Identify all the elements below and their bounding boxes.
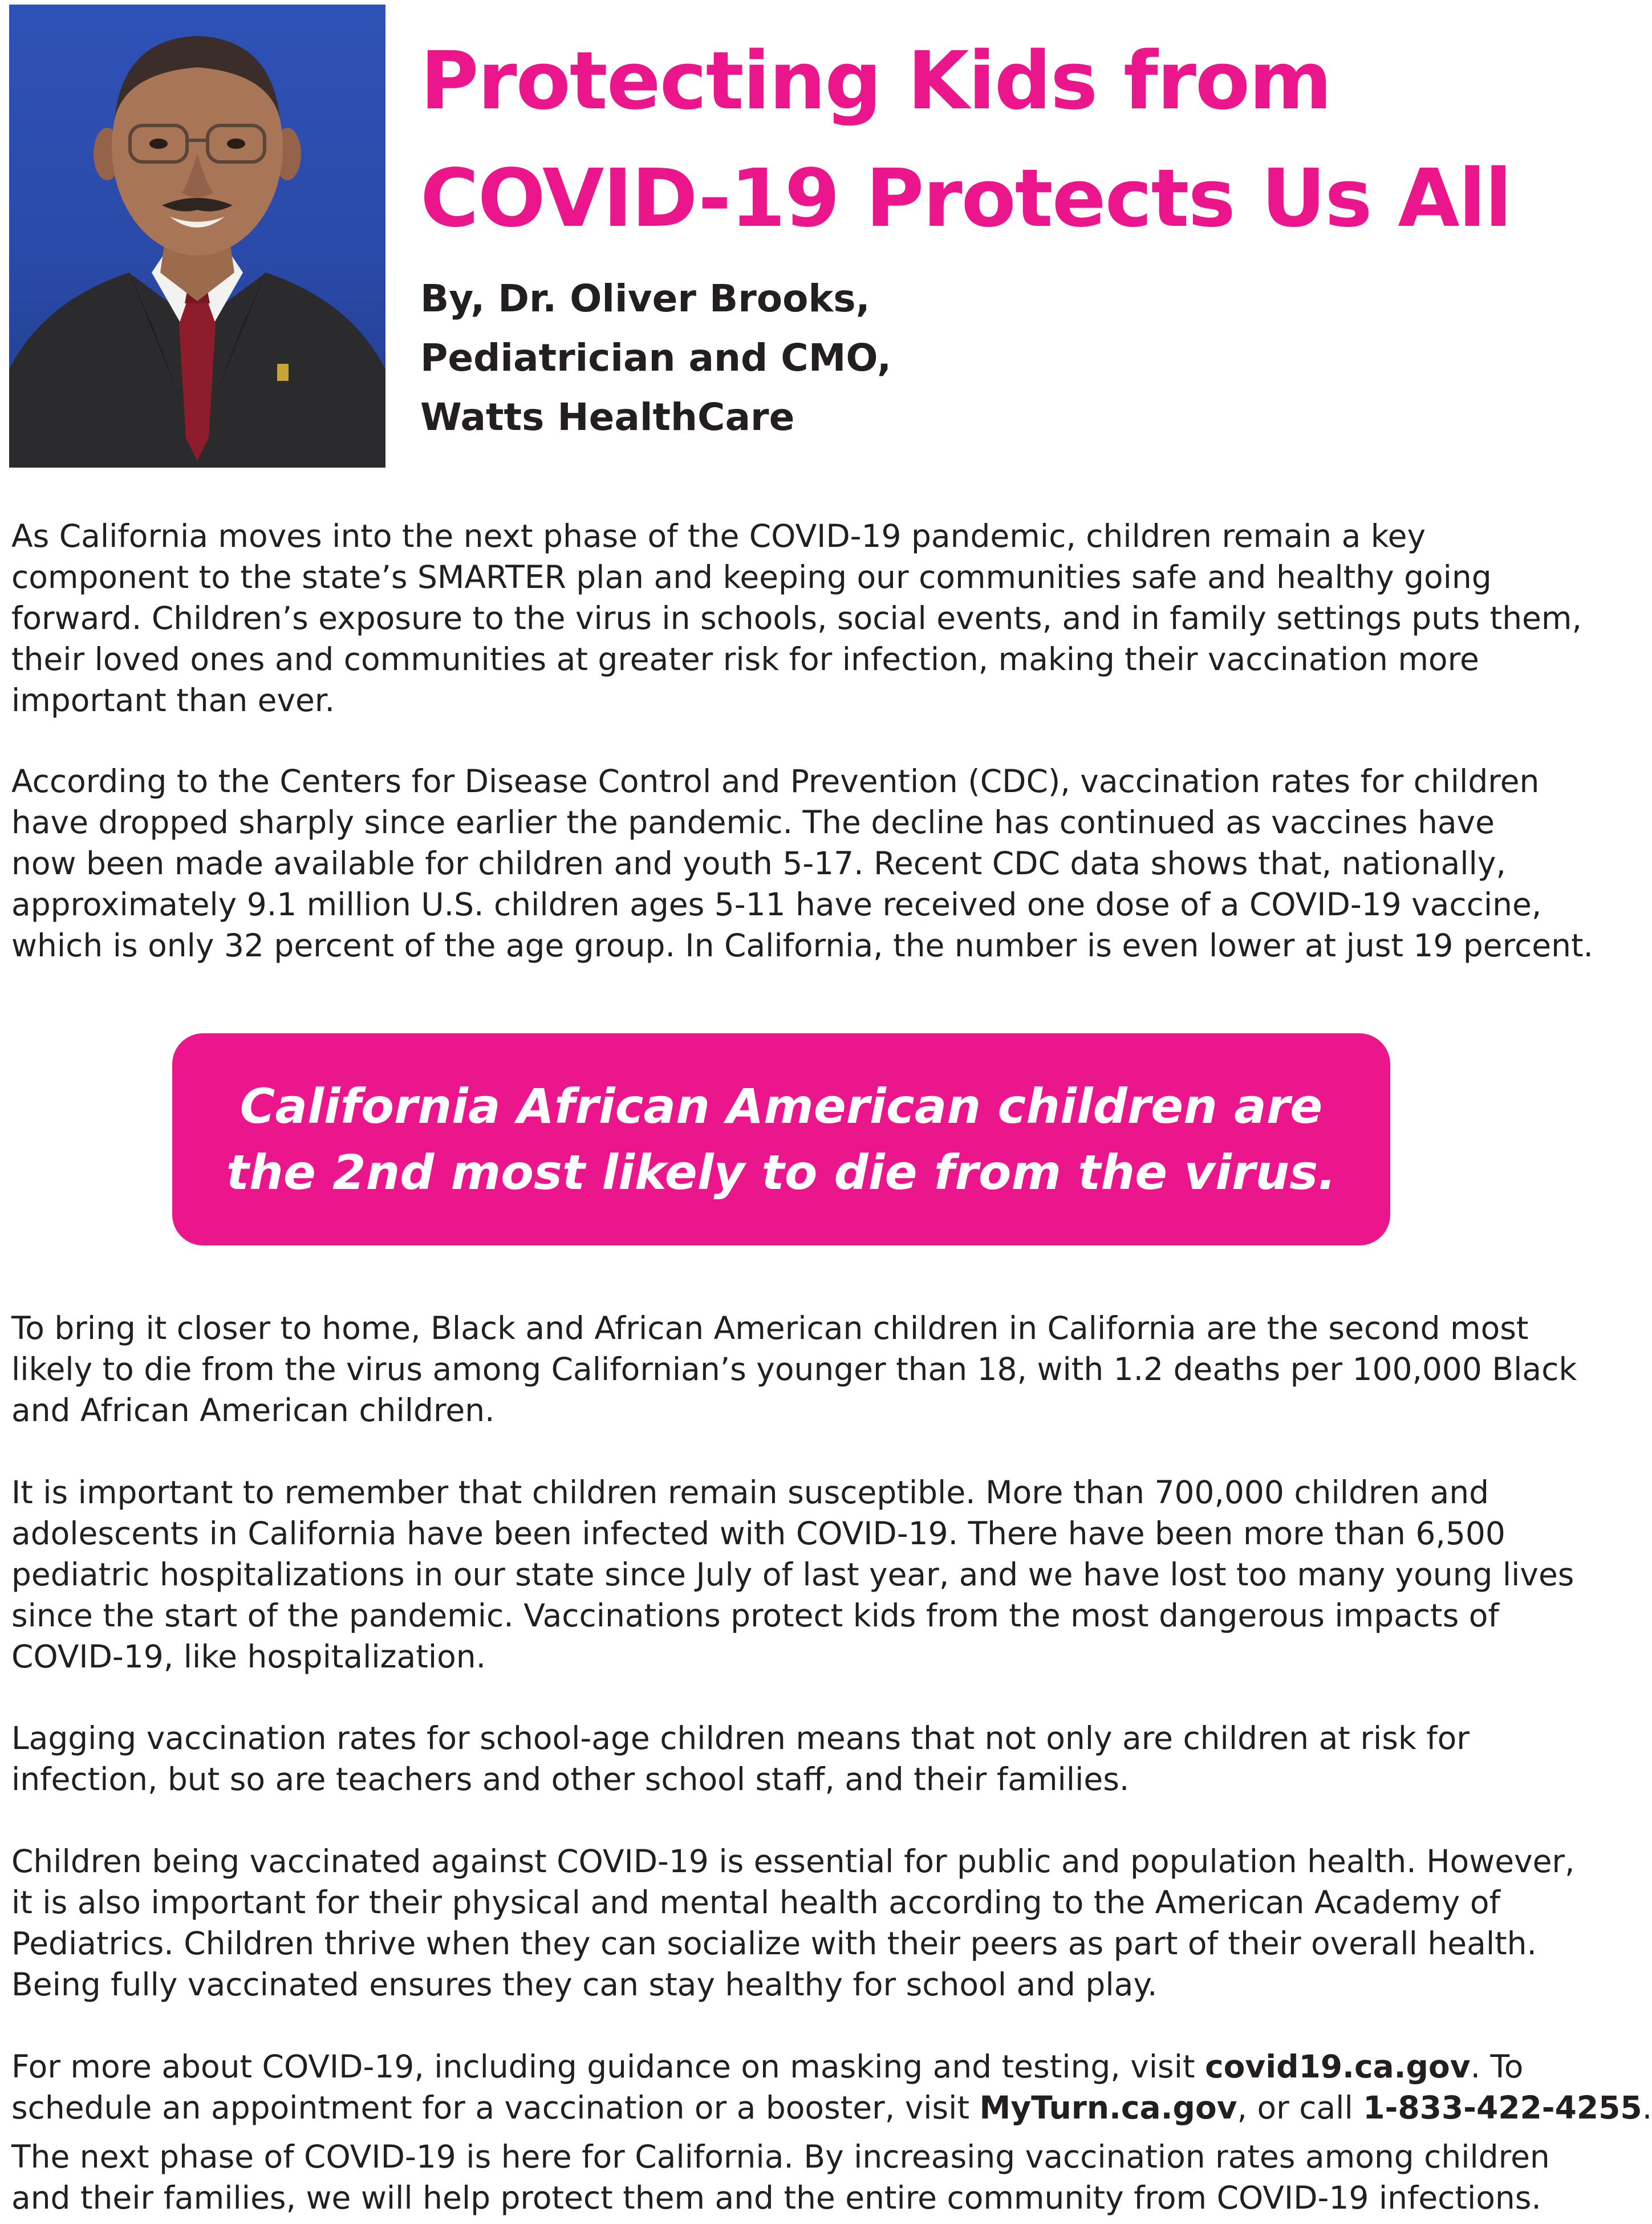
author-portrait-illustration — [9, 5, 385, 468]
text-line: their loved ones and communities at greater risk for infection, making their vaccination more — [11, 641, 1479, 677]
byline-line: Watts HealthCare — [420, 395, 795, 439]
text-line: since the start of the pandemic. Vaccinations protect kids from the most dangerous impacts of — [11, 1597, 1499, 1634]
callout-line: the 2nd most likely to die from the virus. — [226, 1145, 1337, 1200]
text-line: It is important to remember that children remain susceptible. More than 700,000 children and — [11, 1474, 1489, 1511]
article-title — [420, 23, 1606, 258]
text-line: and African American children. — [11, 1392, 495, 1428]
paragraph-resources — [11, 2046, 1652, 2128]
phone-number-link[interactable]: 1-833-422-4255 — [1363, 2089, 1642, 2126]
paragraph-lagging-rates — [11, 1718, 1602, 1800]
text-line: infection, but so are teachers and other school staff, and their families. — [11, 1761, 1130, 1797]
text-line: now been made available for children and youth 5-17. Recent CDC data shows that, nationally, — [11, 845, 1506, 882]
text-fragment: For more about COVID-19, including guidance on masking and testing, visit — [11, 2048, 1205, 2085]
title-line: Protecting Kids from — [420, 35, 1332, 128]
callout-line: California African American children are — [240, 1078, 1323, 1134]
paragraph-susceptible — [11, 1472, 1602, 1677]
text-line: According to the Centers for Disease Control and Prevention (CDC), vaccination rates for children — [11, 763, 1540, 799]
text-line: likely to die from the virus among Californian’s younger than 18, with 1.2 deaths per 100,000 Black — [11, 1351, 1577, 1387]
byline-line: Pediatrician and CMO, — [420, 336, 892, 380]
text-line: Being fully vaccinated ensures they can stay healthy for school and play. — [11, 1966, 1158, 2003]
paragraph-intro — [11, 516, 1602, 721]
text-fragment: , or call — [1237, 2089, 1363, 2126]
text-line: As California moves into the next phase of the COVID-19 pandemic, children remain a key — [11, 518, 1426, 554]
text-line: Lagging vaccination rates for school-age children means that not only are children at risk for — [11, 1720, 1470, 1756]
author-byline — [420, 269, 891, 447]
text-line: pediatric hospitalizations in our state since July of last year, and we have lost too many young lives — [11, 1556, 1574, 1593]
text-line: which is only 32 percent of the age group. In California, the number is even lower at just 19 percent. — [11, 927, 1594, 964]
text-line: The next phase of COVID-19 is here for California. By increasing vaccination rates among children — [11, 2138, 1550, 2175]
text-line: component to the state’s SMARTER plan and keeping our communities safe and healthy going — [11, 559, 1492, 595]
title-line: COVID-19 Protects Us All — [420, 152, 1511, 245]
paragraph-closer-to-home — [11, 1308, 1602, 1431]
text-line: have dropped sharply since earlier the pandemic. The decline has continued as vaccines have — [11, 804, 1495, 841]
paragraph-essential-health — [11, 1841, 1602, 2005]
myturn-site-link[interactable]: MyTurn.ca.gov — [979, 2089, 1237, 2126]
text-fragment: schedule an appointment for a vaccination or a booster, visit — [11, 2089, 980, 2126]
text-line — [11, 2087, 1652, 2128]
text-line: approximately 9.1 million U.S. children ages 5-11 have received one dose of a COVID-19 vaccine, — [11, 886, 1542, 923]
text-line: it is also important for their physical and mental health according to the American Academy of — [11, 1884, 1500, 1921]
covid19-site-link[interactable]: covid19.ca.gov — [1205, 2048, 1471, 2085]
text-line: adolescents in California have been infected with COVID-19. There have been more than 6,500 — [11, 1515, 1505, 1552]
paragraph-cdc-data — [11, 761, 1602, 966]
text-line — [11, 2046, 1602, 2087]
author-photo — [9, 5, 385, 468]
text-line: forward. Children’s exposure to the virus in schools, social events, and in family settings puts them, — [11, 600, 1582, 636]
text-line: Children being vaccinated against COVID-19 is essential for public and population health. However, — [11, 1843, 1575, 1880]
callout-banner — [172, 1033, 1390, 1245]
text-fragment: . — [1642, 2089, 1652, 2126]
text-line: COVID-19, like hospitalization. — [11, 1638, 486, 1675]
text-line: important than ever. — [11, 682, 335, 719]
byline-line: By, Dr. Oliver Brooks, — [420, 277, 870, 320]
paragraph-next-phase — [11, 2136, 1602, 2218]
text-line: To bring it closer to home, Black and African American children in California are the second most — [11, 1310, 1529, 1346]
text-fragment: . To — [1470, 2048, 1524, 2085]
text-line: Pediatrics. Children thrive when they can socialize with their peers as part of their overall health. — [11, 1925, 1537, 1962]
text-line: and their families, we will help protect them and the entire community from COVID-19 infections. — [11, 2180, 1541, 2216]
